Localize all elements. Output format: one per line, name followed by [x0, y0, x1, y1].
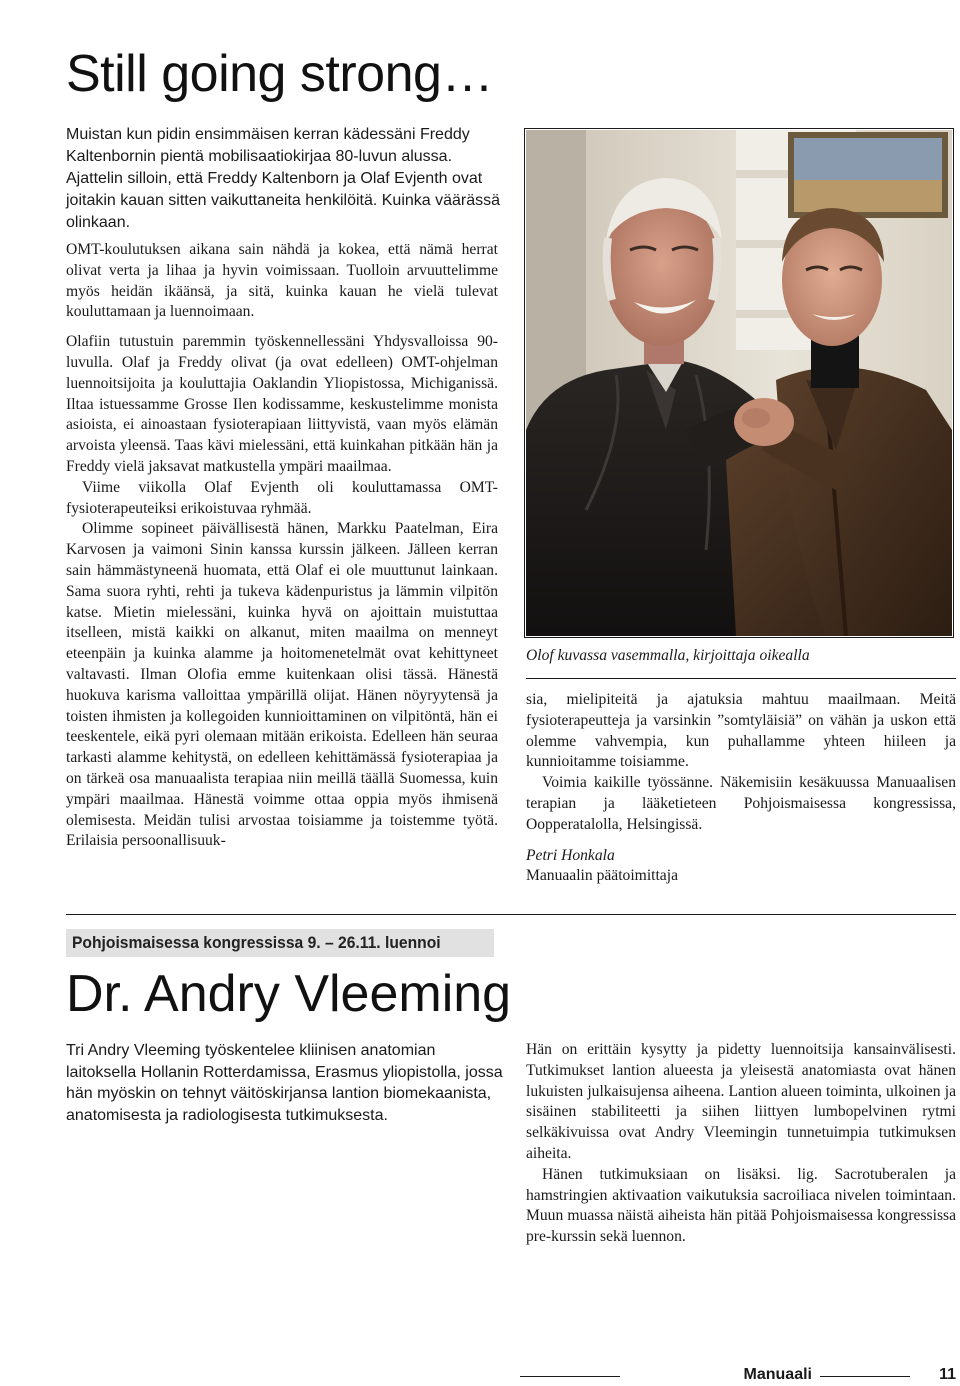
author-title: Manuaalin päätoimittaja: [526, 867, 678, 885]
article-photo: [524, 128, 954, 638]
article-body-column-1: [66, 240, 498, 852]
body-paragraph: Viime viikolla Olaf Evjenth oli kouluttamassa OMT-fysioterapeuteiksi erikoistuvaa ryhmää.: [66, 478, 498, 517]
page-number: 11: [939, 1366, 956, 1383]
body-paragraph: Olimme sopineet päivällisestä hänen, Markku Paatelman, Eira Karvosen ja vaimoni Sinin kanssa kurssin jälkeen. Jälleen kerran sain hämmästyneenä huomata, että Olaf ei ole muuttunut lainkaan. Sama suora ryhti, rehti ja tukeva kädenpuristus ja lämmin vilpitön katse. Mietin mielessäni, kuinka hyvä on ajoittain muistuttaa itselleen, mistä kaikki on alkanut, miten maailma on menneyt eteenpäin ja kuinka alamme ja hoitomenetelmät ovat kehittyneet valtavasti. Ilman Olofia emme kuitenkaan olisi tässä. Hänestä huokuva karisma valloittaa ympärillä olijat. Hänen nöyryytensä ja toisten ihmisten ja kollegoiden kunnioittaminen on vilpitöntä, hän ei teeskentele, eikä pyri olemaan mitään erikoista. Edelleen hän seuraa tarkasti alamme kehitystä, on edelleen kehittämässä fysioterapiaa ja on tärkeä osa manuaalista terapiaa niin meillä täällä Suomessa, kuin ympäri maailmaa. Hänestä voimme ottaa oppia myös ihmisenä olemisesta. Meidän tulisi arvostaa toisiamme ja toistemme työtä. Erilaisia persoonallisuuk-: [66, 520, 498, 850]
body-paragraph: sia, mielipiteitä ja ajatuksia mahtuu maailmaan. Meitä fysioterapeutteja ja varsinkin ”somtyläisiä” on vähän ja uskon että olemme vahvempia, kun puhallamme yhteen hiileen ja kunnioitamme toisiamme.: [526, 691, 956, 771]
footer-rule-right: [820, 1376, 910, 1377]
footer-publication: Manuaali: [743, 1366, 812, 1383]
article-headline: Still going strong…: [66, 45, 493, 103]
article2-lead: Tri Andry Vleeming työskentelee kliinisen anatomian laitoksella Hollanin Rotterdamissa, Erasmus yliopistolla, jossa hän myöskin on tehnyt väitöskirjansa lantion biomekaanista, anatomisesta ja radiologisesta tutkimuksesta.: [66, 1042, 503, 1124]
body-paragraph: Hän on erittäin kysytty ja pidetty luennoitsija kansainvälisesti. Tutkimukset lantion alueesta ja yleisestä anatomiasta ovat hänen lukuisten julkaisujensa aiheena. Lantion alueen toiminta, ulkoinen ja sisäinen stabiliteetti ja siihen liittyen lumbopelvinen rytmi selkäkivuissa ovat Andry Vleemingin tunnetuimpia tutkimuksen aiheita.: [526, 1041, 956, 1162]
section-divider: [66, 914, 956, 915]
body-paragraph: OMT-koulutuksen aikana sain nähdä ja kokea, että nämä herrat olivat verta ja lihaa ja hyvin voimissaan. Tuolloin arvuuttelimme myös heidän ikäänsä, ja sitä, kuinka kauan he vielä tulevat kouluttamaan ja luennoimaan.: [66, 241, 498, 321]
article2-body: [526, 1040, 956, 1248]
kicker-banner-text: Pohjoismaisessa kongressissa 9. – 26.11. luennoi: [72, 933, 441, 952]
kicker-banner: [66, 929, 494, 957]
body-paragraph: Voimia kaikille työssänne. Näkemisiin kesäkuussa Manuaalisen terapian ja lääketieteen Pohjoismaisessa kongressissa, Oopperatalolla, Helsingissä.: [526, 774, 956, 833]
article-body-column-2: [526, 690, 956, 887]
body-paragraph: Hänen tutkimuksiaan on lisäksi. lig. Sacrotuberalen ja hamstringien aktivaation vaikutuksia sacroiliaca nivelen toimintaan. Muun muassa näistä aiheista hän pitää Pohjoismaisessa kongressissa pre-kurssin sekä luennon.: [526, 1165, 956, 1246]
footer-rule-left: [520, 1376, 620, 1377]
body-paragraph: Olafiin tutustuin paremmin työskennellessäni Yhdysvalloissa 90-luvulla. Olaf ja Freddy olivat (ja ovat edelleen) OMT-ohjelman luennoitsijoita ja kouluttajia Oaklandin Yliopistossa, Michiganissä. Iltaa istuessamme Grosse Ilen kodissamme, keskustelimme monista asioista, ei ainoastaan fysioterapiaan liittyvistä, vaan myös elämän arvoista yleensä. Taas kävi mielessäni, että kuinkahan pitkään hän ja Freddy vielä jaksavat matkustella ympäri maailmaa.: [66, 333, 498, 475]
photo-caption: Olof kuvassa vasemmalla, kirjoittaja oikealla: [526, 646, 956, 679]
photo-two-men-handshake: [526, 130, 952, 636]
article2-headline: Dr. Andry Vleeming: [66, 965, 512, 1023]
article-lead: Muistan kun pidin ensimmäisen kerran kädessäni Freddy Kaltenbornin pientä mobilisaatiokirjaa 80-luvun alussa. Ajattelin silloin, että Freddy Kaltenborn ja Olaf Evjenth ovat joitakin kauan sitten vaikuttaneita henkilöitä. Kuinka väärässä olinkaan.: [66, 126, 501, 231]
author-name: Petri Honkala: [526, 846, 615, 864]
